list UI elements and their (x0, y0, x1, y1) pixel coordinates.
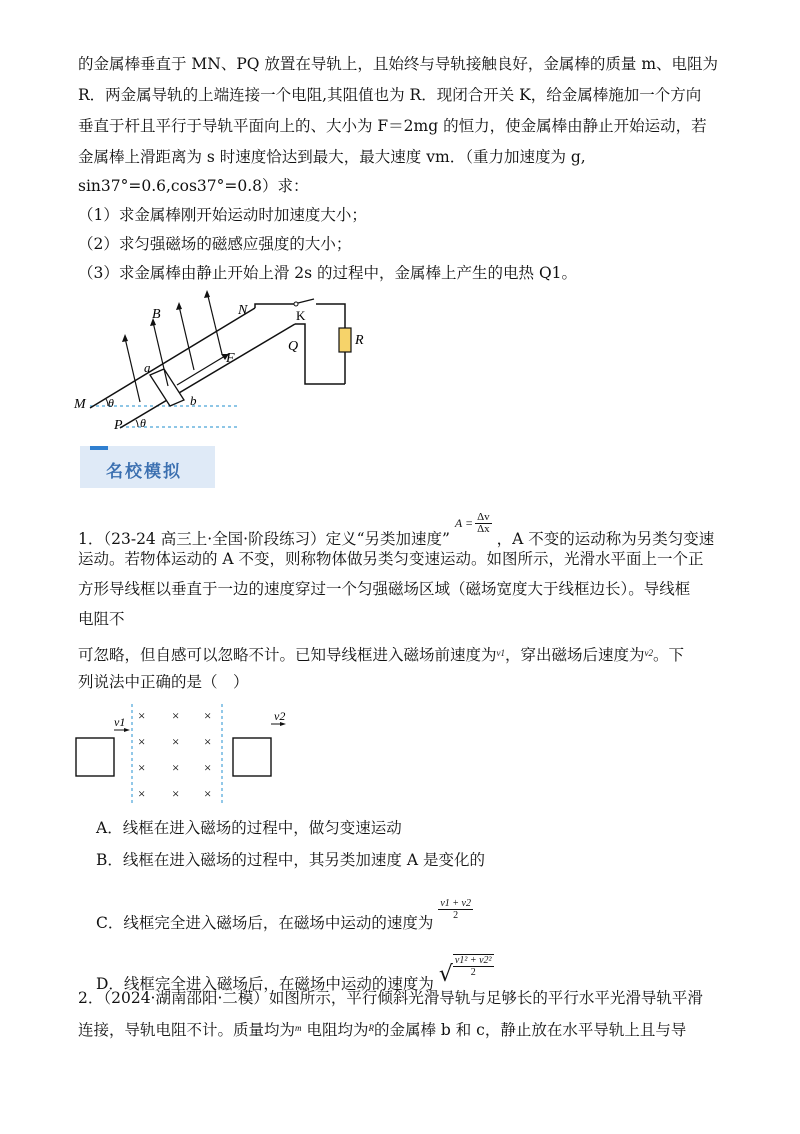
problem1-intro-end: ，A 不变的运动称为另类匀变速 (496, 530, 715, 548)
question-2: （2）求匀强磁场的磁感应强度的大小； (78, 235, 352, 253)
label-N: N (238, 303, 248, 318)
option-D-fraction (453, 954, 494, 978)
formula-A (455, 512, 492, 535)
m-symbol: m (295, 1023, 302, 1033)
label-a: a (144, 360, 151, 375)
label-b: b (190, 393, 197, 408)
problem-text-line: 金属棒上滑距离为 s 时速度恰达到最大，最大速度 vm．（重力加速度为 g, (78, 148, 586, 166)
formula-numerator: Δv (477, 511, 490, 523)
problem1-line (78, 643, 684, 665)
label-K: K (296, 308, 306, 323)
field-cross: × (172, 786, 180, 801)
field-cross: × (172, 760, 180, 775)
problem2-text: 连接，导轨电阻不计。质量均为 (78, 1021, 296, 1039)
problem2-text: 电阻均为 (306, 1021, 369, 1039)
problem-text-line: sin37°=0.6,cos37°=0.8）求： (78, 177, 309, 195)
label-theta: θ (108, 396, 114, 410)
problem1-line: 电阻不 (78, 610, 125, 628)
field-cross: × (204, 708, 212, 723)
problem1-line: 列说法中正确的是（ ） (78, 673, 249, 691)
fraction-numerator: v1² + v2² (454, 955, 492, 966)
formula-A-symbol: A = (454, 516, 474, 530)
field-cross: × (172, 708, 180, 723)
problem1-text: ，穿出磁场后速度为 (505, 646, 645, 664)
problem2-line: 2．（2024·湖南邵阳·二模）如图所示，平行倾斜光滑导轨与足够长的平行水平光滑导轨平滑 (78, 989, 703, 1007)
problem1-intro: 1．（23-24 高三上·全国·阶段练习）定义“另类加速度” (78, 530, 450, 548)
section-banner-title: 名校模拟 (106, 462, 182, 482)
inclined-rail-diagram (70, 290, 390, 440)
field-cross: × (138, 734, 146, 749)
fig-v2-label: v2 (274, 709, 286, 723)
option-C-text: C．线框完全进入磁场后，在磁场中运动的速度为 (96, 914, 434, 932)
fig-v1-label: v1 (114, 715, 126, 729)
fraction-denominator: 2 (470, 967, 476, 978)
option-C-fraction (438, 898, 473, 921)
banner-stripe (90, 446, 108, 450)
sqrt-symbol: √ (438, 962, 453, 987)
option-B: B．线框在进入磁场的过程中，其另类加速度 A 是变化的 (96, 851, 485, 869)
problem-text-line: 垂直于杆且平行于导轨平面向上的、大小为 F＝2mg 的恒力，使金属棒由静止开始运动，若 (78, 117, 707, 135)
field-cross: × (172, 734, 180, 749)
label-R: R (355, 333, 364, 348)
problem-text-line: R．两金属导轨的上端连接一个电阻,其阻值也为 R．现闭合开关 K，给金属棒施加一个方向 (78, 86, 702, 104)
question-1: （1）求金属棒刚开始运动时加速度大小； (78, 206, 367, 224)
field-cross: × (204, 734, 212, 749)
problem1-line (78, 512, 714, 549)
field-cross: × (204, 786, 212, 801)
v1-symbol: v1 (496, 648, 506, 658)
v2-symbol: v2 (644, 648, 654, 658)
fraction-numerator: v1 + v2 (440, 898, 471, 909)
label-Q: Q (288, 339, 299, 354)
field-cross: × (138, 708, 146, 723)
field-cross: × (138, 786, 146, 801)
label-P: P (114, 418, 123, 433)
R-symbol: R (368, 1023, 374, 1033)
problem1-text: 。下 (653, 646, 685, 664)
problem2-line (78, 1018, 686, 1040)
problem1-line: 运动。若物体运动的 A 不变，则称物体做另类匀变速运动。如图所示，光滑水平面上一个正 (78, 550, 704, 568)
formula-denominator: Δx (477, 523, 490, 535)
field-cross: × (138, 760, 146, 775)
label-M: M (74, 397, 86, 412)
question-3: （3）求金属棒由静止开始上滑 2s 的过程中，金属棒上产生的电热 Q1。 (78, 264, 578, 282)
section-banner (80, 446, 215, 488)
option-C (96, 898, 473, 933)
option-A: A．线框在进入磁场的过程中，做匀变速运动 (96, 819, 402, 837)
label-F: F (226, 351, 235, 366)
option-D-text: D．线框完全进入磁场后，在磁场中运动的速度为 (96, 975, 434, 993)
label-B: B (152, 307, 161, 322)
problem1-text: 可忽略，但自感可以忽略不计。已知导线框进入磁场前速度为 (78, 646, 497, 664)
label-theta: θ (140, 416, 146, 430)
field-cross: × (204, 760, 212, 775)
magnetic-field-diagram (70, 700, 290, 810)
fraction-denominator: 2 (453, 910, 459, 921)
problem-text-line: 的金属棒垂直于 MN、PQ 放置在导轨上，且始终与导轨接触良好，金属棒的质量 m、电阻为 (78, 55, 719, 73)
problem1-line: 方形导线框以垂直于一边的速度穿过一个匀强磁场区域（磁场宽度大于线框边长）。导线框 (78, 580, 691, 598)
problem2-text: 的金属棒 b 和 c，静止放在水平导轨上且与导 (373, 1021, 687, 1039)
